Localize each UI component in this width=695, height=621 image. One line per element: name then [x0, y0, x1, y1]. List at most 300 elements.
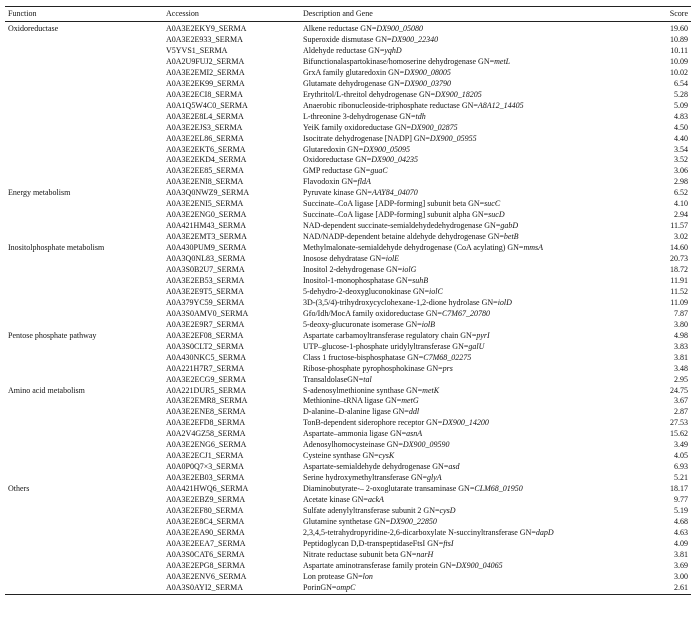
function-cell [5, 46, 163, 57]
description-text: YeiK family oxidoreductase GN= [303, 122, 411, 132]
score-cell: 4.63 [674, 527, 688, 537]
table-row [5, 166, 691, 177]
table-row [5, 451, 691, 462]
table-row [5, 364, 691, 375]
description-cell [300, 22, 646, 36]
function-cell [5, 353, 163, 364]
accession-cell: A0A3E2ENV6_SERMA [166, 571, 247, 581]
score-cell: 5.09 [674, 100, 688, 110]
accession-cell: A0A3E2E8C4_SERMA [166, 516, 245, 526]
function-cell [5, 440, 163, 451]
description-cell [300, 407, 646, 418]
table-row [5, 22, 691, 36]
score-cell: 3.48 [674, 363, 688, 373]
score-cell: 4.83 [674, 111, 688, 121]
function-cell [5, 375, 163, 386]
score-cell: 3.67 [674, 396, 688, 406]
description-text: PorinGN= [303, 582, 337, 592]
gene-name: cysK [378, 451, 395, 461]
accession-cell: A0A421HM43_SERMA [166, 221, 247, 231]
table-row [5, 429, 691, 440]
description-cell [300, 396, 646, 407]
description-cell [300, 473, 646, 484]
function-cell [5, 68, 163, 79]
score-cell: 4.05 [674, 451, 688, 461]
table-row [5, 572, 691, 583]
gene-name: sucD [488, 210, 505, 220]
table-row [5, 101, 691, 112]
accession-cell: A0A3E2EBZ9_SERMA [166, 495, 246, 505]
table-row [5, 320, 691, 331]
score-cell: 3.83 [674, 341, 688, 351]
description-cell [300, 429, 646, 440]
description-cell [300, 287, 646, 298]
function-cell [5, 177, 163, 188]
table-row [5, 517, 691, 528]
description-text: TonB-dependent siderophore receptor GN= [303, 418, 443, 428]
description-text: Aspartate-semialdehyde dehydrogenase GN= [303, 462, 449, 472]
function-cell [5, 429, 163, 440]
accession-cell: A0A379YC59_SERMA [166, 297, 245, 307]
gene-name: asd [448, 462, 460, 472]
table-row [5, 386, 691, 397]
score-cell: 3.69 [674, 560, 688, 570]
function-cell: Pentose phosphate pathway [8, 330, 97, 340]
description-cell [300, 90, 646, 101]
description-text: Glutamate dehydrogenase GN= [303, 78, 405, 88]
description-text: Superoxide dismutase GN= [303, 35, 392, 44]
description-text: Cysteine synthase GN= [303, 451, 379, 461]
function-cell: Oxidoreductase [8, 24, 59, 34]
function-cell [5, 35, 163, 46]
function-cell [5, 539, 163, 550]
score-cell: 3.52 [674, 155, 688, 165]
function-cell [5, 134, 163, 145]
accession-cell: A0A3E2EB03_SERMA [166, 473, 245, 483]
accession-cell: A0A3Q0NL83_SERMA [166, 254, 246, 264]
header-description: Description and Gene [300, 7, 646, 22]
description-text: 5-deoxy-glucuronate isomerase GN= [303, 319, 422, 329]
description-text: Bifunctionalaspartokinase/homoserine dehydrogenase GN= [303, 56, 495, 66]
accession-cell: A0A3E2EFD8_SERMA [166, 418, 246, 428]
gene-name: A8A12_14405 [477, 100, 524, 110]
table-row [5, 243, 691, 254]
score-cell: 4.98 [674, 330, 688, 340]
accession-cell: A0A3E2EA90_SERMA [166, 527, 245, 537]
function-cell [5, 90, 163, 101]
description-text: TransaldolaseGN= [303, 374, 364, 384]
description-cell [300, 210, 646, 221]
description-text: 3D-(3,5/4)-trihydroxycyclohexane-1,2-dione hydrolase GN= [303, 297, 498, 307]
accession-cell: A0A430NKC5_SERMA [166, 352, 247, 362]
gene-name: gabD [500, 221, 519, 231]
table-row [5, 232, 691, 243]
description-text: Succinate–CoA ligase [ADP-forming] subunit alpha GN= [303, 210, 489, 220]
header-score: Score [646, 7, 691, 22]
description-cell [300, 57, 646, 68]
accession-cell: A0A3S0AMV0_SERMA [166, 308, 249, 318]
accession-cell: A0A3E2EF80_SERMA [166, 505, 244, 515]
gene-name: fldA [357, 177, 371, 187]
function-cell [5, 287, 163, 298]
gene-name: pyrI [476, 330, 490, 340]
score-cell: 3.49 [674, 440, 688, 450]
accession-cell: A0A3E2EB53_SERMA [166, 275, 245, 285]
table-row [5, 561, 691, 572]
accession-cell: A0A3E2EKD4_SERMA [166, 155, 247, 165]
gene-name: narH [416, 549, 434, 559]
table-row [5, 155, 691, 166]
score-cell: 2.61 [646, 583, 691, 594]
function-cell [5, 309, 163, 320]
description-cell [300, 506, 646, 517]
table-row [5, 57, 691, 68]
function-cell [5, 364, 163, 375]
description-text: Lon protease GN= [303, 571, 363, 581]
description-cell [300, 123, 646, 134]
description-cell [300, 145, 646, 156]
description-cell [300, 517, 646, 528]
gene-name: C7M67_20780 [441, 308, 490, 318]
table-row [5, 145, 691, 156]
description-cell [300, 221, 646, 232]
table-row [5, 418, 691, 429]
gene-name: DX900_05080 [376, 24, 424, 34]
gene-name: iolG [402, 265, 417, 275]
accession-cell: A0A1Q5W4C0_SERMA [166, 100, 248, 110]
score-cell: 6.52 [674, 188, 688, 198]
table-row [5, 353, 691, 364]
table-row [5, 396, 691, 407]
gene-name: AAY84_04070 [371, 188, 418, 198]
accession-cell: A0A3E2ENI8_SERMA [166, 177, 244, 187]
function-cell [5, 407, 163, 418]
table-row [5, 462, 691, 473]
table-row [5, 375, 691, 386]
gene-name: betB [503, 232, 519, 242]
gene-name: iolD [497, 297, 512, 307]
table-row [5, 90, 691, 101]
table-row [5, 309, 691, 320]
accession-cell: A0A430PUM9_SERMA [166, 243, 247, 253]
table-row [5, 123, 691, 134]
description-text: Alkene reductase GN= [303, 24, 377, 34]
description-text: Isocitrate dehydrogenase [NADP] GN= [303, 133, 430, 143]
table-row [5, 440, 691, 451]
accession-cell: A0A3E2ECG9_SERMA [166, 374, 247, 384]
table-row [5, 221, 691, 232]
accession-cell: A0A2V4GZ58_SERMA [166, 429, 246, 439]
description-cell [300, 298, 646, 309]
description-cell [300, 166, 646, 177]
table-row [5, 342, 691, 353]
accession-cell: V5YVS1_SERMA [166, 45, 228, 55]
description-cell [300, 101, 646, 112]
accession-cell: A0A3E2E9T5_SERMA [166, 286, 244, 296]
function-cell [5, 101, 163, 112]
table-row [5, 528, 691, 539]
function-cell [5, 506, 163, 517]
gene-name: tal [363, 374, 372, 384]
function-cell [5, 418, 163, 429]
function-cell [5, 232, 163, 243]
score-cell: 2.95 [674, 374, 688, 384]
accession-cell: A0A3E2EKY9_SERMA [166, 24, 247, 34]
gene-name: glyA [427, 473, 442, 483]
score-cell: 10.11 [670, 45, 688, 55]
accession-cell: A0A3E2EE85_SERMA [166, 166, 244, 176]
gene-name: DX900_22850 [390, 516, 437, 526]
function-cell: Amino acid metabolism [8, 385, 85, 395]
description-cell [300, 418, 646, 429]
accession-cell: A0A3E2E8L4_SERMA [166, 111, 244, 121]
description-text: Glutaredoxin GN= [303, 144, 364, 154]
description-cell [300, 495, 646, 506]
score-cell: 11.52 [670, 286, 688, 296]
gene-name: metK [422, 385, 440, 395]
description-text: Aspartate–ammonia ligase GN= [303, 429, 407, 439]
protein-table-container [5, 6, 691, 595]
score-cell: 11.57 [670, 221, 688, 231]
description-cell [300, 232, 646, 243]
table-row [5, 79, 691, 90]
description-text: Glutamine synthetase GN= [303, 516, 391, 526]
gene-name: metL [494, 56, 511, 66]
description-cell [300, 462, 646, 473]
function-cell [5, 550, 163, 561]
gene-name: dapD [535, 527, 554, 537]
table-row [5, 495, 691, 506]
function-cell [5, 166, 163, 177]
accession-cell: A0A3E2ECI8_SERMA [166, 89, 243, 99]
description-cell [300, 134, 646, 145]
description-text: Gfo/Idh/MocA family oxidoreductase GN= [303, 308, 442, 318]
score-cell: 3.00 [674, 571, 688, 581]
accession-cell: A0A3E2EMR8_SERMA [166, 396, 248, 406]
gene-name: DX900_04065 [455, 560, 503, 570]
table-row [5, 177, 691, 188]
accession-cell: A0A3E2EMT3_SERMA [166, 232, 247, 242]
accession-cell: A0A3E2E9R7_SERMA [166, 319, 245, 329]
accession-cell: A0A3E2EKT6_SERMA [166, 144, 246, 154]
description-text: Pyruvate kinase GN= [303, 188, 372, 198]
gene-name: prs [442, 363, 453, 373]
table-row [5, 199, 691, 210]
description-text: Aldehyde reductase GN= [303, 45, 385, 55]
gene-name: DX900_22340 [391, 35, 439, 44]
function-cell [5, 561, 163, 572]
accession-cell: A0A3E2ENI5_SERMA [166, 199, 244, 209]
accession-cell: A0A3E2ECJ1_SERMA [166, 451, 244, 461]
description-cell [300, 364, 646, 375]
function-cell [5, 495, 163, 506]
gene-name: DX900_14200 [442, 418, 489, 428]
description-text: Aspartate aminotransferase family protein GN= [303, 560, 456, 570]
table-row [5, 287, 691, 298]
gene-name: iolE [385, 254, 400, 264]
score-cell: 20.73 [670, 254, 688, 264]
accession-cell: A0A3E2EL86_SERMA [166, 133, 244, 143]
description-cell [300, 309, 646, 320]
description-cell [300, 451, 646, 462]
accession-cell: A0A3E2EMI2_SERMA [166, 67, 245, 77]
gene-name: iolB [421, 319, 436, 329]
function-cell: Energy metabolism [8, 188, 71, 198]
description-text: Diaminobutyrate-– 2-oxoglutarate transaminase GN= [303, 484, 475, 494]
score-cell: 3.54 [674, 144, 688, 154]
gene-name: cysD [439, 505, 456, 515]
description-text: 5-dehydro-2-deoxygluconokinase GN= [303, 286, 430, 296]
score-cell: 5.21 [674, 473, 688, 483]
table-row [5, 46, 691, 57]
function-cell [5, 57, 163, 68]
description-cell [300, 35, 646, 46]
description-text: Peptidoglycan D,D-transpeptidaseFtsI GN= [303, 538, 444, 548]
score-cell: 3.02 [674, 232, 688, 242]
description-cell [300, 46, 646, 57]
description-text: Oxidoreductase GN= [303, 155, 372, 165]
function-cell [5, 473, 163, 484]
function-cell [5, 572, 163, 583]
function-cell [5, 145, 163, 156]
description-text: Serine hydroxymethyltransferase GN= [303, 473, 428, 483]
score-cell: 6.93 [674, 462, 688, 472]
function-cell [5, 396, 163, 407]
description-text: Ribose-phosphate pyrophosphokinase GN= [303, 363, 443, 373]
accession-cell: A0A221DUR5_SERMA [166, 385, 247, 395]
gene-name: asnA [406, 429, 423, 439]
description-cell [300, 440, 646, 451]
protein-table [5, 6, 691, 595]
accession-cell: A0A3E2EEA7_SERMA [166, 538, 246, 548]
gene-name: DX900_02875 [410, 122, 458, 132]
description-text: 2,3,4,5-tetrahydropyridine-2,6-dicarboxylate N-succinyltransferase GN= [303, 527, 536, 537]
score-cell: 19.60 [670, 24, 688, 34]
description-cell [300, 550, 646, 561]
score-cell: 2.87 [674, 407, 688, 417]
score-cell: 4.50 [674, 122, 688, 132]
score-cell: 27.53 [670, 418, 688, 428]
description-text: Methylmalonate-semialdehyde dehydrogenase (CoA acylating) GN= [303, 243, 524, 253]
description-text: UTP–glucose-1-phosphate uridylyltransferase GN= [303, 341, 469, 351]
function-cell: Others [8, 484, 30, 494]
table-body [5, 22, 691, 595]
description-cell [300, 583, 646, 594]
description-cell [300, 199, 646, 210]
description-text: Anaerobic ribonucleoside-triphosphate reductase GN= [303, 100, 478, 110]
gene-name: CLM68_01950 [474, 484, 523, 494]
function-cell [5, 298, 163, 309]
gene-name: DX900_08005 [404, 67, 451, 77]
gene-name: DX900_03790 [404, 78, 452, 88]
table-row [5, 506, 691, 517]
gene-name: ackA [367, 495, 384, 505]
accession-cell: A0A3E2ENG0_SERMA [166, 210, 247, 220]
description-cell [300, 375, 646, 386]
description-text: Flavodoxin GN= [303, 177, 358, 187]
accession-cell: A0A3S0AYI2_SERMA [163, 583, 300, 594]
score-cell: 2.94 [674, 210, 688, 220]
header-accession: Accession [163, 7, 300, 22]
gene-name: yqhD [384, 45, 402, 55]
score-cell: 5.19 [674, 505, 688, 515]
score-cell: 9.77 [674, 495, 688, 505]
description-cell [300, 484, 646, 495]
function-cell [5, 254, 163, 265]
function-cell: Inositolphosphate metabolism [8, 243, 105, 253]
score-cell: 7.87 [674, 308, 688, 318]
description-text: Inositol 2-dehydrogenase GN= [303, 265, 403, 275]
score-cell: 2.98 [674, 177, 688, 187]
function-cell [5, 155, 163, 166]
function-cell [5, 112, 163, 123]
score-cell: 4.09 [674, 538, 688, 548]
description-cell [300, 386, 646, 397]
gene-name: ompC [336, 582, 356, 592]
score-cell: 11.09 [670, 297, 688, 307]
score-cell: 4.68 [674, 516, 688, 526]
accession-cell: A0A221H7R7_SERMA [166, 363, 245, 373]
gene-name: ddl [408, 407, 420, 417]
accession-cell: A0A3S0CLT2_SERMA [166, 341, 244, 351]
description-cell [300, 188, 646, 199]
gene-name: ftsI [443, 538, 454, 548]
score-cell: 24.75 [670, 385, 688, 395]
description-cell [300, 561, 646, 572]
table-row [5, 188, 691, 199]
gene-name: DX900_05095 [363, 144, 410, 154]
description-cell [300, 265, 646, 276]
description-cell [300, 331, 646, 342]
accession-cell: A0A3E2EPG8_SERMA [166, 560, 246, 570]
table-row [5, 254, 691, 265]
gene-name: metG [401, 396, 419, 406]
header-row [5, 7, 691, 22]
table-row [5, 298, 691, 309]
function-cell [5, 342, 163, 353]
score-cell: 6.54 [674, 78, 688, 88]
score-cell: 3.06 [674, 166, 688, 176]
score-cell: 14.60 [670, 243, 688, 253]
description-text: Sulfate adenylyltransferase subunit 2 GN= [303, 505, 440, 515]
table-row [5, 265, 691, 276]
description-text: Inosose dehydratase GN= [303, 254, 386, 264]
description-cell [300, 342, 646, 353]
function-cell [5, 199, 163, 210]
accession-cell: A0A3S0CAT6_SERMA [166, 549, 245, 559]
description-text: Class 1 fructose-bisphosphatase GN= [303, 352, 424, 362]
function-cell [5, 462, 163, 473]
table-row [5, 68, 691, 79]
description-cell [300, 539, 646, 550]
description-text: S-adenosylmethionine synthase GN= [303, 385, 423, 395]
accession-cell: A0A3E2ENG6_SERMA [166, 440, 247, 450]
accession-cell: A0A3E2EK99_SERMA [166, 78, 245, 88]
description-text: Adenosylhomocysteinase GN= [303, 440, 403, 450]
table-row [5, 112, 691, 123]
accession-cell: A0A3E2ENE8_SERMA [166, 407, 246, 417]
accession-cell: A0A3Q0NWZ9_SERMA [166, 188, 250, 198]
score-cell: 18.72 [670, 265, 688, 275]
gene-name: DX900_18205 [435, 89, 482, 99]
description-cell [300, 68, 646, 79]
table-row [5, 35, 691, 46]
gene-name: tdh [415, 111, 426, 121]
accession-cell: A0A3E2EJS3_SERMA [166, 122, 243, 132]
gene-name: lon [362, 571, 373, 581]
header-function: Function [5, 7, 163, 22]
table-row [5, 331, 691, 342]
